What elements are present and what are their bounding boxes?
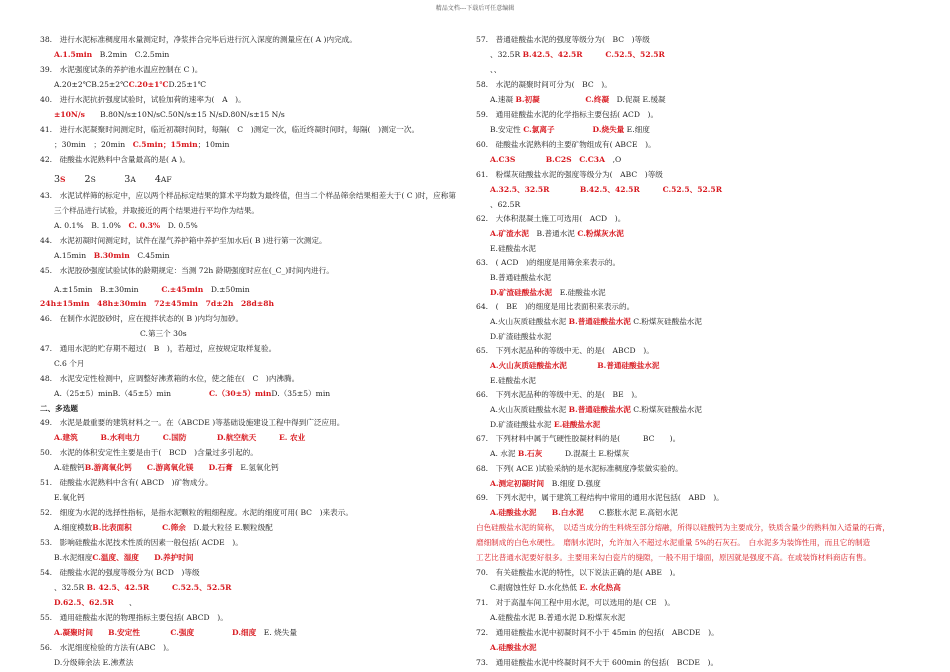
- answer-text: B.普通硅酸盐水泥: [568, 317, 631, 326]
- line-text: 2: [65, 174, 91, 185]
- question-line: [40, 448, 258, 458]
- line-text: C.45min: [129, 251, 170, 260]
- question-line: [476, 434, 680, 444]
- question-line: [54, 523, 273, 533]
- answer-text: C.氯离子: [523, 125, 555, 134]
- answer-text: C.±45min: [161, 285, 204, 294]
- answer-text: C.5min；15min: [132, 140, 198, 149]
- answer-text: B.初凝: [515, 95, 540, 104]
- line-text: 47. 通用水泥的贮存期不超过( B )，若超过，应按规定取样复验。: [40, 344, 277, 353]
- line-text: ；10min: [197, 140, 230, 149]
- answer-text: E.硅酸盐水泥: [553, 420, 601, 429]
- line-text: D. 0.5%: [160, 221, 198, 230]
- answer-text: C.筛余: [162, 523, 186, 532]
- question-line: [476, 80, 612, 90]
- answer-text: A.硅酸盐水泥: [490, 508, 537, 517]
- question-line: [476, 110, 658, 120]
- answer-text: A.C3S: [490, 155, 516, 164]
- answer-text: B.比表面积: [92, 523, 132, 532]
- line-text: 62. 大体积混凝土施工可选用( ACD )。: [476, 214, 626, 223]
- answer-text: B.石灰: [517, 449, 543, 458]
- line-text: E.氢氧化钙: [232, 463, 279, 472]
- line-text: ,O: [604, 155, 622, 164]
- line-text: 49. 水泥是最重要的建筑材料之一。在（ABCDE )等基础设施建设工程中得到广泛应用。: [40, 418, 345, 427]
- line-text: [540, 95, 586, 104]
- line-text: 63. ( ACD )的细度是用筛余来表示的。: [476, 258, 621, 267]
- line-text: A.±15min B.±30min: [54, 285, 162, 294]
- line-text: [256, 433, 279, 442]
- question-line: [40, 125, 419, 135]
- question-line: [140, 329, 187, 339]
- line-text: 44. 水泥初凝时间测定时，试件在湿气养护箱中养护至加水后( B )进行第一次测定。: [40, 236, 327, 245]
- line-text: B.水泥细度: [54, 553, 93, 562]
- question-line: [54, 110, 285, 120]
- question-line: [40, 568, 200, 578]
- line-text: 二、多选题: [40, 404, 78, 413]
- line-text: 39. 水泥强度试条的养护池水温应控制在 C )。: [40, 65, 203, 74]
- question-line: [40, 65, 202, 75]
- line-text: 73. 通用硅酸盐水泥中终凝时间不大于 600min 的包括( BCDE )。: [476, 658, 719, 667]
- line-text: 68. 下列( ACE )试验采纳的是水泥标准稠度净浆做实验的。: [476, 464, 683, 473]
- line-text: C.膨胀水泥 E.高铝水泥: [583, 508, 678, 517]
- question-line: [476, 258, 620, 268]
- line-text: E.细度: [624, 125, 650, 134]
- line-text: [140, 433, 163, 442]
- line-text: D.矿渣硅酸盐水泥: [490, 332, 552, 341]
- question-line: [476, 35, 650, 45]
- answer-text: B.普通硅酸盐水泥: [597, 361, 660, 370]
- line-text: 、32.5R: [490, 50, 523, 59]
- note-text: 白色硅酸盐水泥的简称， 以适当成分的生料烧至部分熔融，所得以硅酸钙为主要成分，铁质含量少的熟料加入适量的石膏，: [476, 523, 890, 532]
- question-line: [54, 493, 85, 503]
- line-text: 56. 水泥细度检验的方法有(ABC )。: [40, 643, 174, 652]
- question-line: [490, 95, 666, 105]
- question-line: [40, 478, 213, 488]
- line-text: 、、: [490, 65, 502, 74]
- question-line: [490, 317, 702, 327]
- question-line: [40, 643, 174, 653]
- line-text: 70. 有关硅酸盐水泥的特性，以下说法正确的是( ABE )。: [476, 568, 681, 577]
- left-column: [40, 0, 476, 672]
- line-text: A. 水泥: [490, 449, 518, 458]
- line-text: [139, 553, 154, 562]
- line-text: C.第三个 30s: [140, 329, 187, 338]
- line-text: B.安定性: [490, 125, 524, 134]
- line-text: E.硅酸盐水泥: [490, 244, 536, 253]
- question-line: [490, 200, 520, 210]
- question-line: [490, 420, 600, 430]
- line-text: A.火山灰质硅酸盐水泥: [490, 405, 569, 414]
- question-line: [54, 583, 231, 593]
- line-text: A.细度模数: [54, 523, 93, 532]
- answer-text: B.白水泥: [551, 508, 584, 517]
- question-line: [476, 628, 719, 638]
- line-text: 72. 通用硅酸盐水泥中初凝时间不小于 45min 的包括( ABCDE )。: [476, 628, 719, 637]
- question-line: [476, 553, 871, 563]
- line-text: 55. 通用硅酸盐水泥的物理指标主要包括( ABCD )。: [40, 613, 228, 622]
- line-text: 69. 下列水泥中，属于建筑工程结构中常用的通用水泥包括( ABD )。: [476, 493, 724, 502]
- question-line: [476, 493, 724, 503]
- question-line: [490, 185, 722, 195]
- line-text: D.促凝 E.缓凝: [609, 95, 666, 104]
- line-text: B.细度 D.强度: [544, 479, 601, 488]
- line-text: [583, 50, 606, 59]
- question-line: [490, 244, 536, 254]
- question-line: [54, 433, 305, 443]
- line-text: [186, 433, 216, 442]
- line-text: [194, 628, 232, 637]
- question-line: [490, 288, 606, 298]
- line-text: [149, 583, 172, 592]
- line-text: D.（35±5）min: [271, 389, 331, 398]
- line-text: B.80N/s±10N/sC.50N/s±15 N/sD.80N/s±15 N/s: [84, 110, 285, 119]
- line-text: 59. 通用硅酸盐水泥的化学指标主要包括( ACD )。: [476, 110, 659, 119]
- line-text: AF: [160, 175, 172, 184]
- question-line: [54, 359, 84, 369]
- answer-text: D.烧失量: [592, 125, 625, 134]
- question-line: [476, 346, 654, 356]
- question-line: [54, 285, 250, 295]
- note-text: 工艺比普通水泥要好很多。主要用来勾白瓷片的缝隙，一般不用于墙面，原因就是强度不高。在或装饰材料商店有售。: [476, 553, 871, 562]
- question-line: [40, 299, 274, 309]
- question-line: [490, 508, 678, 518]
- answer-text: D.航空航天: [216, 433, 257, 442]
- line-text: 三个样品进行试验，并取接近的两个结果进行平均作为结果。: [54, 206, 260, 215]
- line-text: [537, 508, 552, 517]
- line-text: E. 烧失量: [256, 628, 297, 637]
- answer-text: C.游离氧化镁: [146, 463, 194, 472]
- answer-text: A.火山灰质硅酸盐水泥: [490, 361, 567, 370]
- line-text: 、62.5R: [490, 200, 521, 209]
- line-text: D.分级筛余法 E.沸煮法: [54, 658, 134, 667]
- question-line: [490, 65, 501, 75]
- line-text: D.最大粒径 E.颗粒级配: [185, 523, 273, 532]
- answer-text: C.终凝: [585, 95, 610, 104]
- line-text: 60. 硅酸盐水泥熟料的主要矿物组成有( ABCE )。: [476, 140, 656, 149]
- line-text: 67. 下列材料中属于气硬性胶凝材料的是( BC )。: [476, 434, 681, 443]
- question-line: [490, 361, 659, 371]
- question-line: [40, 155, 190, 165]
- line-text: 40. 进行水泥抗折强度试验时，试验加荷的速率为( A )。: [40, 95, 246, 104]
- line-text: [515, 155, 545, 164]
- line-text: 57. 普通硅酸盐水泥的强度等级分为( BC )等级: [476, 35, 650, 44]
- question-line: [476, 214, 625, 224]
- question-line: [54, 389, 330, 399]
- answer-text: A.1.5min: [54, 50, 93, 59]
- line-text: 71. 对于高温车间工程中用水泥，可以选用的是( CE )。: [476, 598, 675, 607]
- line-text: 、32.5R: [54, 583, 87, 592]
- answer-text: C.52.5、52.5R: [662, 185, 723, 194]
- line-text: [78, 433, 101, 442]
- line-text: A.硅酸钙: [54, 463, 85, 472]
- question-line: [40, 538, 243, 548]
- question-line: [40, 236, 327, 246]
- question-line: [490, 449, 629, 459]
- line-text: [549, 185, 579, 194]
- line-text: 51. 硅酸盐水泥熟料中含有( ABCD )矿物成分。: [40, 478, 213, 487]
- answer-text: D.石膏: [208, 463, 233, 472]
- line-text: 48. 水泥安定性检测中，应调整好沸煮箱的水位，使之能在( C )内沸腾。: [40, 374, 300, 383]
- line-text: [193, 463, 208, 472]
- question-line: [40, 191, 456, 201]
- line-text: B.2min C.2.5min: [92, 50, 170, 59]
- line-text: A.（25±5）minB.（45±5）min: [54, 389, 209, 398]
- line-text: 3: [54, 174, 61, 185]
- line-text: C.粉煤灰硅酸盐水泥: [630, 317, 702, 326]
- question-line: [476, 390, 642, 400]
- line-text: 42. 硅酸盐水泥熟料中含量最高的是( A )。: [40, 155, 190, 164]
- line-text: A.速凝: [490, 95, 516, 104]
- answer-text: B.水利电力: [100, 433, 140, 442]
- question-line: [490, 583, 621, 593]
- question-line: [54, 463, 279, 473]
- answer-text: C.粉煤灰水泥: [577, 229, 624, 238]
- question-line: [490, 125, 650, 135]
- answer-text: A.凝聚时间: [54, 628, 93, 637]
- answer-text: C.52.5、52.5R: [172, 583, 232, 592]
- question-line: [476, 170, 663, 180]
- answer-text: ±10N/s: [54, 110, 85, 119]
- answer-text: B.C2S: [545, 155, 572, 164]
- question-line: [40, 404, 78, 414]
- line-text: 64. ( BE )的细度是用比表面积来表示的。: [476, 302, 635, 311]
- line-text: A.15min: [54, 251, 94, 260]
- question-line: [40, 314, 243, 324]
- question-line: [40, 344, 276, 354]
- line-text: [132, 523, 162, 532]
- answer-text: C.（30±5）min: [209, 389, 272, 398]
- answer-text: B.普通硅酸盐水泥: [568, 405, 631, 414]
- line-text: 46. 在制作水泥胶砂时，应在搅拌状态的( B )内均匀加砂。: [40, 314, 244, 323]
- question-line: [490, 229, 624, 239]
- question-line: [40, 266, 334, 276]
- line-text: C.粉煤灰硅酸盐水泥: [630, 405, 702, 414]
- question-line: [476, 598, 675, 608]
- right-column: [476, 0, 946, 672]
- question-line: [490, 50, 665, 60]
- line-text: E.硅酸盐水泥: [490, 376, 536, 385]
- answer-text: B. 42.5、42.5R: [86, 583, 150, 592]
- line-text: [567, 361, 597, 370]
- question-line: [476, 523, 890, 533]
- answer-text: 24h±15min 48h±30min 72±45min 7d±2h 28d±8h: [40, 299, 275, 308]
- question-line: [54, 80, 206, 90]
- line-text: 66. 下列水泥品种的等级中无、的是( BE )。: [476, 390, 642, 399]
- line-text: A.20±2℃B.25±2℃: [54, 80, 129, 89]
- line-text: E.硅酸盐水泥: [552, 288, 606, 297]
- question-line: [40, 374, 299, 384]
- question-line: [490, 405, 702, 415]
- line-text: 65. 下列水泥品种的等级中无、的是( ABCD )。: [476, 346, 654, 355]
- line-text: B.普通水泥: [528, 229, 578, 238]
- answer-text: S: [60, 175, 66, 184]
- answer-text: B.42.5、42.5R: [579, 185, 640, 194]
- question-line: [490, 613, 625, 623]
- question-line: [54, 598, 137, 608]
- line-text: 43. 水泥试样筛的标定中，应以两个样品标定结果的算术平均数为最终值，但当二个样品筛余结果相差大于( C )时，应称第: [40, 191, 456, 200]
- question-line: [54, 175, 172, 185]
- question-line: [40, 508, 353, 518]
- line-text: 61. 粉煤灰硅酸盐水泥的强度等级分为( ABC )等级: [476, 170, 663, 179]
- line-text: D.±50min: [203, 285, 250, 294]
- answer-text: C. 0.3%: [128, 221, 161, 230]
- answer-text: C.52.5、52.5R: [605, 50, 665, 59]
- question-line: [476, 302, 634, 312]
- question-line: [476, 140, 656, 150]
- question-line: [476, 568, 680, 578]
- answer-text: A.矿渣水泥: [490, 229, 529, 238]
- answer-text: B.安定性: [108, 628, 140, 637]
- line-text: 54. 硅酸盐水泥的强度等级分为( BCD )等级: [40, 568, 200, 577]
- answer-text: D.62.5、62.5R: [54, 598, 114, 607]
- question-line: [54, 658, 133, 668]
- answer-text: D.养护时间: [154, 553, 194, 562]
- line-text: [93, 628, 108, 637]
- answer-text: B.游离氧化钙: [84, 463, 132, 472]
- answer-text: E. 农业: [278, 433, 306, 442]
- answer-text: B.30min: [93, 251, 130, 260]
- question-line: [54, 553, 193, 563]
- question-line: [54, 221, 198, 231]
- line-text: C.耐腐蚀性好 D.水化热低: [490, 583, 580, 592]
- note-text: 磨细制成的白色水硬性。 磨制水泥时，允许加入不超过水泥重量 5%的石灰石。 白水泥多为装饰性用，而且它的制造: [476, 538, 871, 547]
- question-line: [490, 155, 621, 165]
- question-line: [490, 332, 551, 342]
- question-line: [54, 206, 259, 216]
- line-text: 38. 进行水泥标准稠度用水量测定时，净浆拌合完毕后进行沉入深度的测量应在( A )内完成。: [40, 35, 357, 44]
- line-text: 50. 水泥的体积安定性主要是由于( BCD )含量过多引起的。: [40, 448, 258, 457]
- line-text: [555, 125, 593, 134]
- question-line: [40, 418, 344, 428]
- line-text: ；30min ；20min: [54, 140, 133, 149]
- line-text: [132, 463, 147, 472]
- line-text: 53. 影响硅酸盐水泥技术性质的因素一般包括( ACDE )。: [40, 538, 243, 547]
- line-text: 4: [135, 174, 161, 185]
- answer-text: D.矿渣硅酸盐水泥: [490, 288, 553, 297]
- line-text: D.25±1℃: [168, 80, 207, 89]
- question-line: [476, 464, 683, 474]
- answer-text: C.国防: [162, 433, 187, 442]
- question-line: [40, 613, 228, 623]
- line-text: A: [130, 175, 136, 184]
- answer-text: A.测定初凝时间: [490, 479, 545, 488]
- answer-text: C.C3A: [579, 155, 605, 164]
- line-text: 3: [95, 174, 131, 185]
- question-line: [54, 628, 297, 638]
- line-text: A. 0.1% B. 1.0%: [54, 221, 129, 230]
- line-text: 、: [113, 598, 137, 607]
- answer-text: D.细度: [232, 628, 257, 637]
- question-line: [476, 658, 718, 668]
- line-text: [640, 185, 663, 194]
- answer-text: C.温度、湿度: [92, 553, 139, 562]
- line-text: S: [90, 175, 96, 184]
- line-text: A.火山灰质硅酸盐水泥: [490, 317, 569, 326]
- line-text: 41. 进行水泥凝聚时间测定时，临近初凝时间时，每隔( C )测定一次，临近终凝时间时，每隔( )测定一次。: [40, 125, 420, 134]
- question-line: [40, 95, 246, 105]
- line-text: C.6 个月: [54, 359, 85, 368]
- answer-text: A.硅酸盐水泥: [490, 643, 537, 652]
- question-line: [54, 50, 169, 60]
- question-line: [40, 35, 357, 45]
- line-text: [140, 628, 170, 637]
- answer-text: B.42.5、42.5R: [522, 50, 583, 59]
- line-text: 45. 水泥胶砂强度试验试体的龄期规定：当测 72h 龄期强度时应在(_C_)时间内进行。: [40, 266, 334, 275]
- line-text: D.混凝土 E.粉煤灰: [542, 449, 630, 458]
- answer-text: E. 水化热高: [579, 583, 621, 592]
- question-line: [54, 251, 170, 261]
- question-line: [490, 479, 601, 489]
- answer-text: A.建筑: [54, 433, 78, 442]
- question-line: [476, 538, 870, 548]
- answer-text: C.强度: [170, 628, 195, 637]
- line-text: 58. 水泥的凝聚时间可分为( BC )。: [476, 80, 612, 89]
- page-header: 精品文档---下载后可任意编辑: [435, 5, 515, 12]
- question-line: [490, 273, 551, 283]
- line-text: A.硅酸盐水泥 B.普通水泥 D.粉煤灰水泥: [490, 613, 626, 622]
- question-line: [490, 376, 536, 386]
- question-line: [490, 643, 537, 653]
- question-line: [54, 140, 229, 150]
- line-text: B.普通硅酸盐水泥: [490, 273, 552, 282]
- answer-text: C.20±1℃: [128, 80, 169, 89]
- line-text: 52. 细度为水泥的选择性指标，是指水泥颗粒的粗细程度。水泥的细度可用( BC )来表示。: [40, 508, 353, 517]
- line-text: D.矿渣硅酸盐水泥: [490, 420, 554, 429]
- line-text: E.氧化钙: [54, 493, 85, 502]
- answer-text: A.32.5、32.5R: [490, 185, 550, 194]
